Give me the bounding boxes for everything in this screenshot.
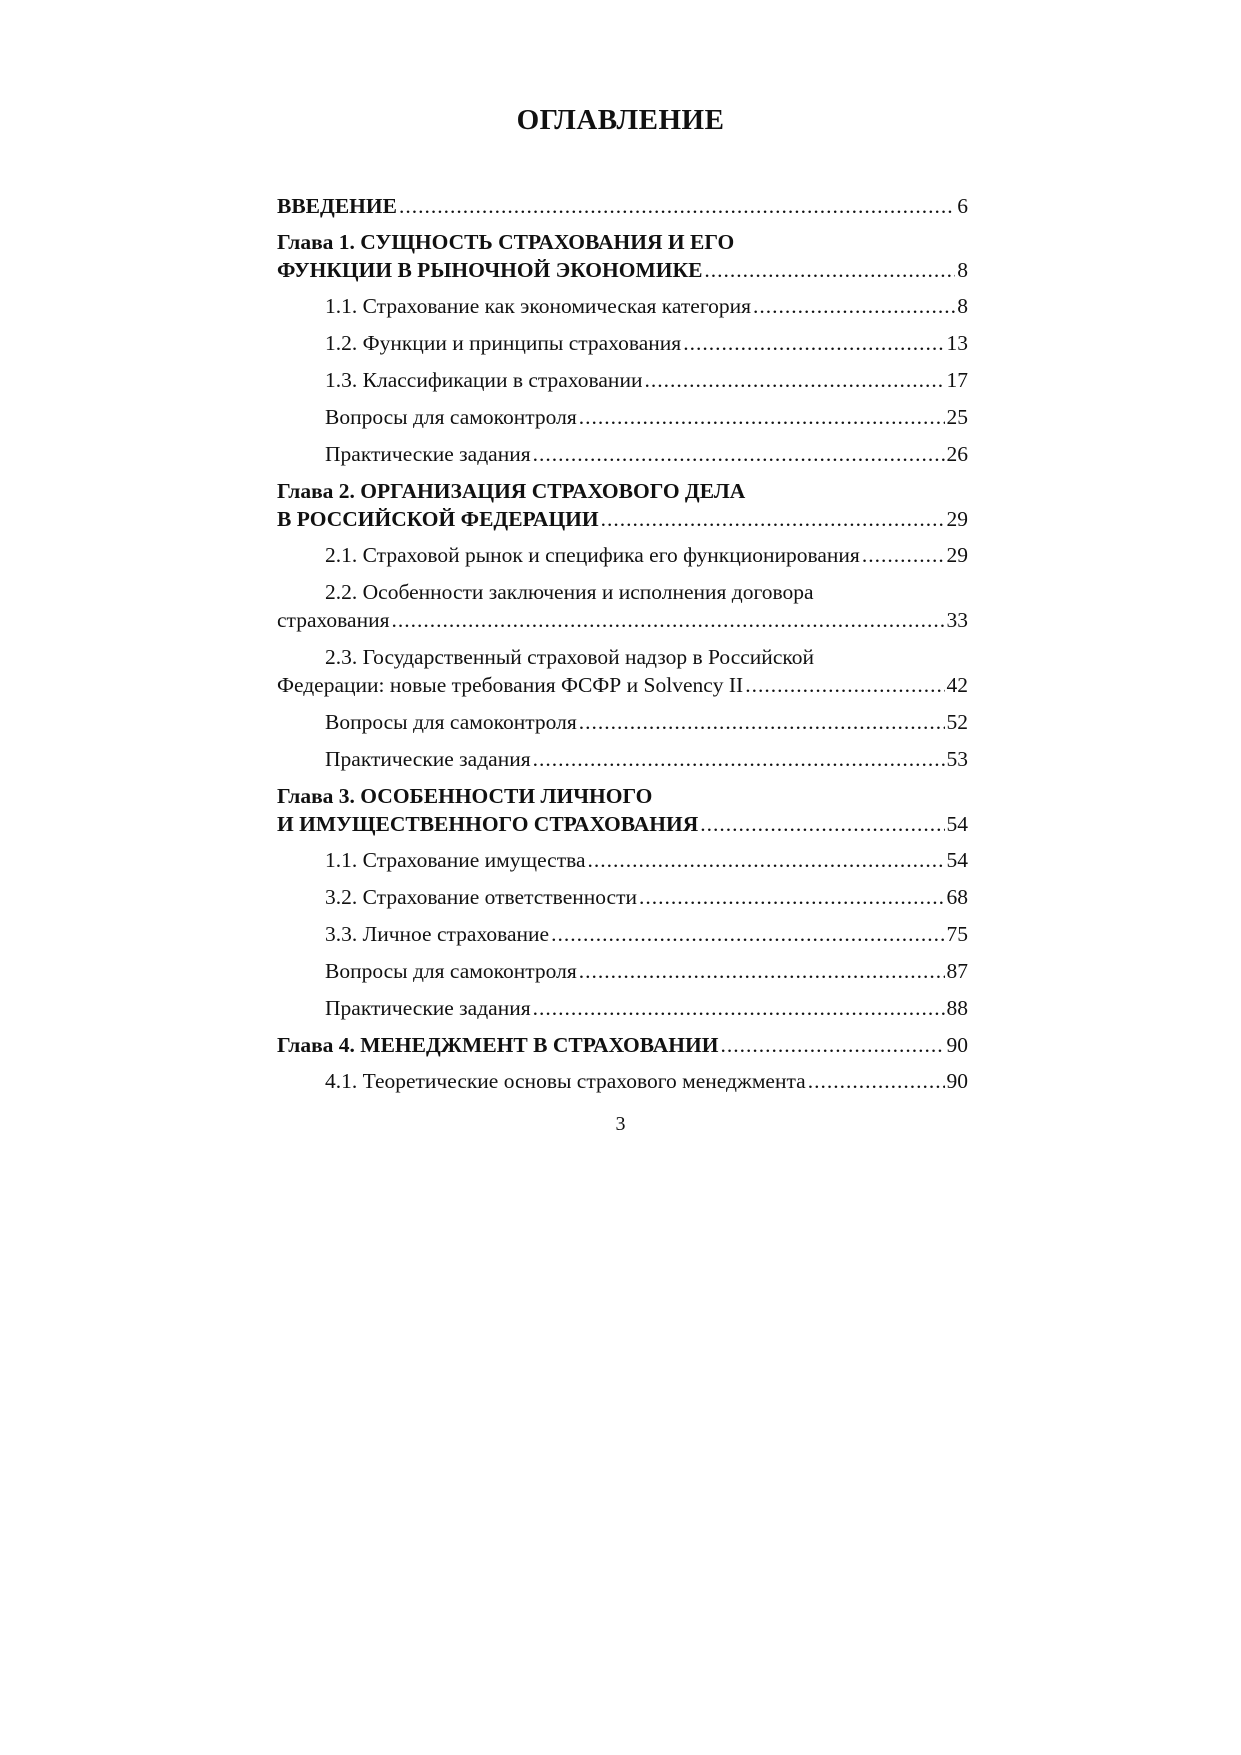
dot-leader bbox=[399, 192, 955, 220]
dot-leader bbox=[720, 1031, 944, 1059]
toc-page-number: 90 bbox=[946, 1033, 968, 1057]
dot-leader bbox=[533, 745, 945, 773]
toc-entry-title: 1.1. Страхование имущества bbox=[325, 848, 586, 872]
dot-leader bbox=[862, 541, 945, 569]
toc-entry-section-3-1[interactable] bbox=[277, 846, 968, 874]
toc-entry-questions-3[interactable] bbox=[277, 957, 968, 985]
dot-leader bbox=[588, 846, 945, 874]
toc-page-number: 90 bbox=[946, 1069, 968, 1093]
table-of-contents bbox=[277, 192, 968, 1104]
toc-entry-title: 2.3. Государственный страховой надзор в Российской bbox=[325, 645, 814, 669]
toc-entry-title: 1.2. Функции и принципы страхования bbox=[325, 331, 682, 355]
toc-entry-section-2-2[interactable] bbox=[277, 578, 968, 634]
toc-entry-title: Глава 3. ОСОБЕННОСТИ ЛИЧНОГО bbox=[277, 784, 653, 808]
toc-entry-title: ВВЕДЕНИЕ bbox=[277, 194, 397, 218]
toc-entry-title: Вопросы для самоконтроля bbox=[325, 405, 577, 429]
toc-entry-title: 1.1. Страхование как экономическая категория bbox=[325, 294, 752, 318]
toc-entry-title-continued: И ИМУЩЕСТВЕННОГО СТРАХОВАНИЯ bbox=[277, 812, 699, 836]
dot-leader bbox=[639, 883, 945, 911]
toc-entry-practice-2[interactable] bbox=[277, 745, 968, 773]
dot-leader bbox=[601, 505, 945, 533]
dot-leader bbox=[579, 403, 945, 431]
toc-entry-questions-1[interactable] bbox=[277, 403, 968, 431]
toc-entry-title: 3.3. Личное страхование bbox=[325, 922, 550, 946]
toc-entry-title: Глава 2. ОРГАНИЗАЦИЯ СТРАХОВОГО ДЕЛА bbox=[277, 479, 746, 503]
toc-entry-practice-1[interactable] bbox=[277, 440, 968, 468]
toc-entry-section-1-2[interactable] bbox=[277, 329, 968, 357]
toc-entry-title: Практические задания bbox=[325, 442, 531, 466]
dot-leader bbox=[700, 810, 944, 838]
toc-entry-intro[interactable] bbox=[277, 192, 968, 220]
toc-page-number: 8 bbox=[957, 258, 968, 282]
toc-entry-title: 3.2. Страхование ответственности bbox=[325, 885, 637, 909]
toc-page-number: 26 bbox=[946, 442, 968, 466]
toc-entry-title: Практические задания bbox=[325, 747, 531, 771]
toc-entry-title-continued: ФУНКЦИИ В РЫНОЧНОЙ ЭКОНОМИКЕ bbox=[277, 258, 703, 282]
toc-page-number: 25 bbox=[946, 405, 968, 429]
toc-page-number: 53 bbox=[946, 747, 968, 771]
toc-entry-title-continued: страхования bbox=[277, 608, 390, 632]
toc-page-number: 54 bbox=[946, 812, 968, 836]
toc-page-number: 87 bbox=[946, 959, 968, 983]
toc-page-number: 75 bbox=[946, 922, 968, 946]
toc-page-number: 54 bbox=[946, 848, 968, 872]
toc-page-number: 17 bbox=[946, 368, 968, 392]
dot-leader bbox=[683, 329, 944, 357]
dot-leader bbox=[392, 606, 945, 634]
toc-entry-title: Практические задания bbox=[325, 996, 531, 1020]
toc-entry-section-1-3[interactable] bbox=[277, 366, 968, 394]
toc-entry-title: 4.1. Теоретические основы страхового менеджмента bbox=[325, 1069, 806, 1093]
page-title: ОГЛАВЛЕНИЕ bbox=[516, 104, 725, 136]
toc-page-number: 52 bbox=[946, 710, 968, 734]
dot-leader bbox=[745, 671, 944, 699]
toc-entry-questions-2[interactable] bbox=[277, 708, 968, 736]
toc-entry-section-4-1[interactable] bbox=[277, 1067, 968, 1095]
toc-page-number: 88 bbox=[946, 996, 968, 1020]
toc-entry-practice-3[interactable] bbox=[277, 994, 968, 1022]
dot-leader bbox=[808, 1067, 945, 1095]
toc-entry-section-3-2[interactable] bbox=[277, 883, 968, 911]
toc-page-number: 33 bbox=[946, 608, 968, 632]
dot-leader bbox=[753, 292, 955, 320]
toc-entry-section-2-1[interactable] bbox=[277, 541, 968, 569]
dot-leader bbox=[579, 708, 945, 736]
toc-entry-section-1-1[interactable] bbox=[277, 292, 968, 320]
toc-page-number: 68 bbox=[946, 885, 968, 909]
toc-entry-title: Вопросы для самоконтроля bbox=[325, 710, 577, 734]
toc-entry-title: Глава 1. СУЩНОСТЬ СТРАХОВАНИЯ И ЕГО bbox=[277, 230, 735, 254]
toc-entry-title-continued: В РОССИЙСКОЙ ФЕДЕРАЦИИ bbox=[277, 507, 599, 531]
toc-entry-chapter-1[interactable] bbox=[277, 228, 968, 284]
page-number: 3 bbox=[615, 1113, 626, 1135]
dot-leader bbox=[644, 366, 944, 394]
toc-entry-title: Вопросы для самоконтроля bbox=[325, 959, 577, 983]
toc-entry-chapter-3[interactable] bbox=[277, 782, 968, 838]
dot-leader bbox=[533, 994, 945, 1022]
toc-page-number: 29 bbox=[946, 507, 968, 531]
toc-entry-chapter-2[interactable] bbox=[277, 477, 968, 533]
toc-page-number: 6 bbox=[957, 194, 968, 218]
toc-entry-title: 2.2. Особенности заключения и исполнения договора bbox=[325, 580, 814, 604]
dot-leader bbox=[533, 440, 945, 468]
toc-entry-section-2-3[interactable] bbox=[277, 643, 968, 699]
dot-leader bbox=[551, 920, 944, 948]
dot-leader bbox=[579, 957, 945, 985]
toc-entry-chapter-4[interactable] bbox=[277, 1031, 968, 1059]
toc-page-number: 13 bbox=[946, 331, 968, 355]
toc-entry-title: Глава 4. МЕНЕДЖМЕНТ В СТРАХОВАНИИ bbox=[277, 1033, 719, 1057]
toc-entry-title: 2.1. Страховой рынок и специфика его функционирования bbox=[325, 543, 860, 567]
toc-page-number: 29 bbox=[946, 543, 968, 567]
dot-leader bbox=[704, 256, 955, 284]
toc-page-number: 8 bbox=[957, 294, 968, 318]
toc-page-number: 42 bbox=[946, 673, 968, 697]
toc-entry-title: 1.3. Классификации в страховании bbox=[325, 368, 643, 392]
toc-entry-title-continued: Федерации: новые требования ФСФР и Solvency II bbox=[277, 673, 744, 697]
toc-entry-section-3-3[interactable] bbox=[277, 920, 968, 948]
